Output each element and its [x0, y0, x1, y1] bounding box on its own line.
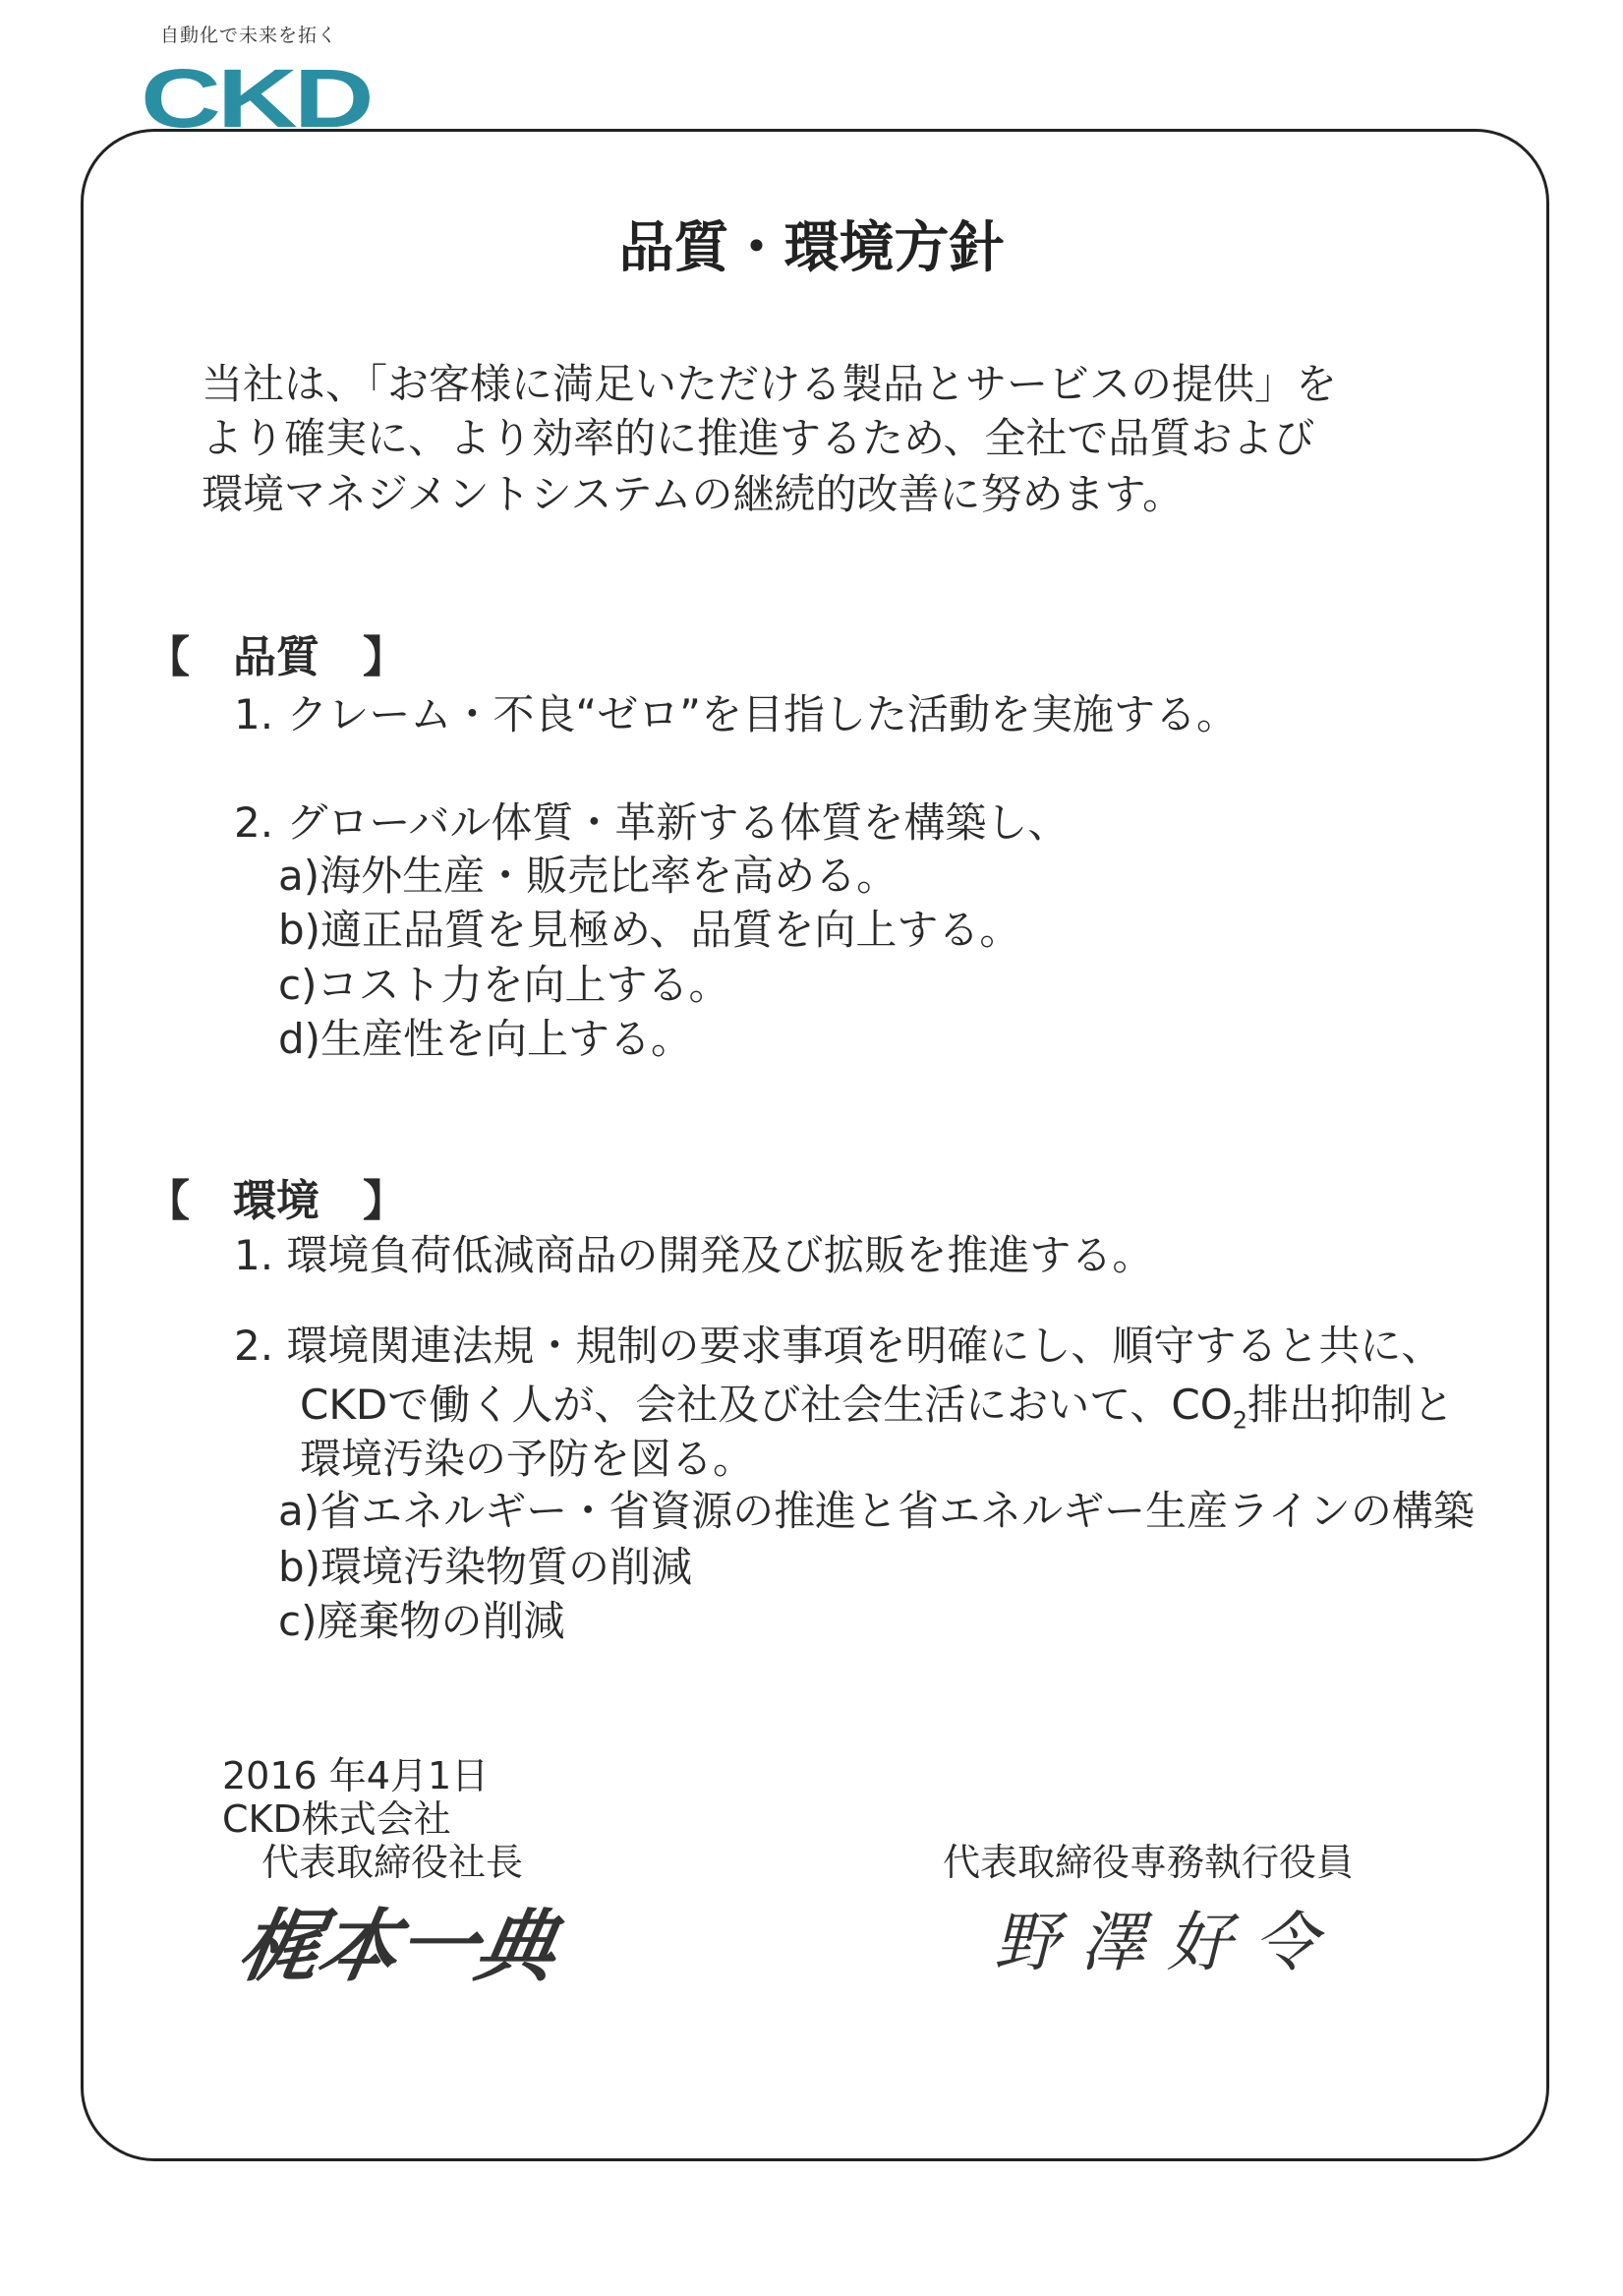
- intro-line: 当社は、「お客様に満足いただける製品とサービスの提供」を: [202, 360, 1338, 408]
- quality-subitem: b)適正品質を見極め、品質を向上する。: [278, 906, 1021, 954]
- quality-subitem: d)生産性を向上する。: [278, 1015, 693, 1063]
- president-signature: 梶本一典: [232, 1900, 564, 1992]
- text: CKDで働く人が、会社及び社会生活において、CO: [300, 1381, 1233, 1429]
- environment-heading: 【 環境 】: [146, 1176, 406, 1226]
- president-title: 代表取締役社長: [261, 1841, 524, 1884]
- company-name: CKD株式会社: [222, 1797, 451, 1841]
- ckd-logo: CKD: [141, 52, 371, 145]
- issue-date: 2016 年4月1日: [222, 1754, 490, 1797]
- page-title: 品質・環境方針: [618, 216, 1005, 280]
- intro-line: より確実に、より効率的に推進するため、全社で品質および: [202, 414, 1315, 462]
- environment-subitem: a)省エネルギー・省資源の推進と省エネルギー生産ラインの構築: [278, 1487, 1475, 1535]
- quality-subitem: a)海外生産・販売比率を高める。: [278, 852, 898, 900]
- environment-item-cont: [300, 1381, 1455, 1435]
- quality-heading: 【 品質 】: [146, 632, 406, 682]
- executive-signature: 野澤好令: [994, 1905, 1340, 1980]
- quality-item: 1. クレーム・不良“ゼロ”を目指した活動を実施する。: [234, 690, 1238, 738]
- environment-subitem: c)廃棄物の削減: [278, 1597, 565, 1645]
- environment-item: 1. 環境負荷低減商品の開発及び拡販を推進する。: [234, 1231, 1154, 1279]
- intro-line: 環境マネジメントシステムの継続的改善に努めます。: [202, 470, 1185, 518]
- environment-item-cont: 環境汚染の予防を図る。: [300, 1435, 755, 1483]
- subscript: 2: [1232, 1406, 1248, 1435]
- environment-subitem: b)環境汚染物質の削減: [278, 1543, 693, 1591]
- environment-item: 2. 環境関連法規・規制の要求事項を明確にし、順守すると共に、: [234, 1322, 1443, 1370]
- quality-subitem: c)コスト力を向上する。: [278, 961, 730, 1009]
- quality-item: 2. グローバル体質・革新する体質を構築し、: [234, 798, 1070, 847]
- logo-tagline: 自動化で未来を拓く: [160, 25, 338, 46]
- executive-title: 代表取締役専務執行役員: [943, 1841, 1355, 1884]
- text: 排出抑制と: [1247, 1381, 1455, 1429]
